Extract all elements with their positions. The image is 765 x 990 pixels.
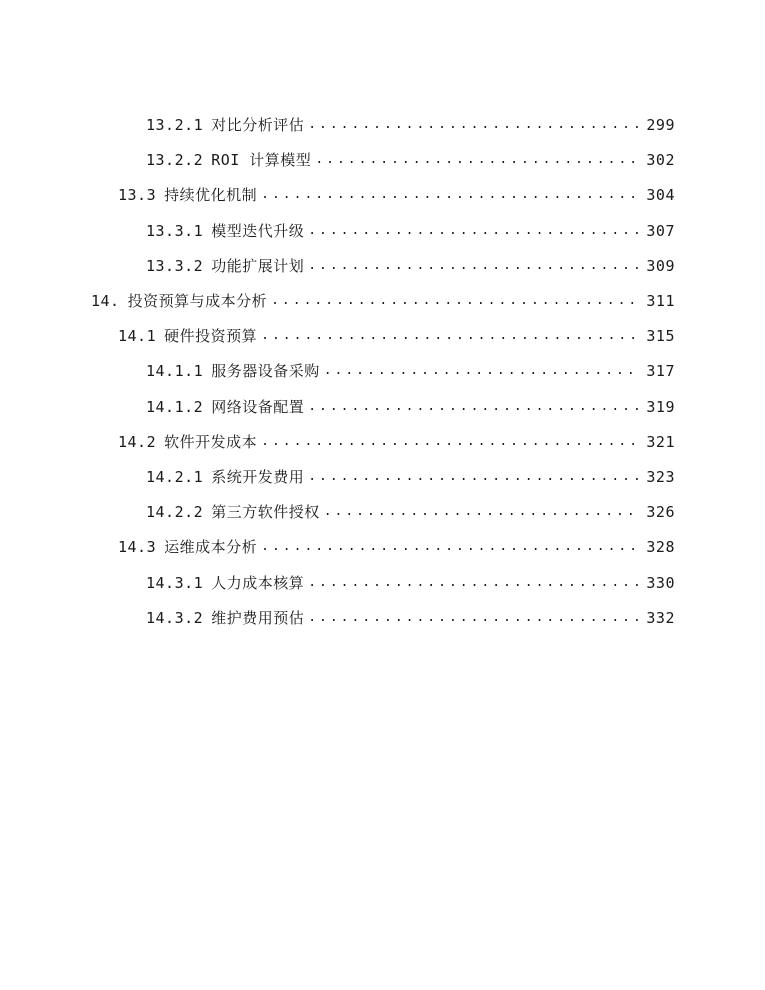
toc-section-number: 13.3 [118, 186, 157, 205]
toc-section-title: ROI 计算模型 [211, 151, 312, 170]
toc-row[interactable] [0, 529, 765, 564]
toc-entry-link[interactable] [118, 325, 765, 346]
toc-entry-link[interactable] [146, 114, 765, 135]
toc-section-number: 13.3.2 [146, 256, 204, 275]
toc-section-title: 投资预算与成本分析 [127, 292, 268, 311]
toc-row[interactable] [0, 213, 765, 248]
toc-page-number: 311 [646, 292, 675, 311]
toc-entry-link[interactable] [118, 536, 765, 557]
toc-entry-link[interactable] [146, 220, 765, 241]
toc-entry-link[interactable] [118, 431, 765, 452]
toc-section-title: 网络设备配置 [211, 397, 305, 416]
toc-page-number: 319 [646, 397, 675, 416]
toc-section-number: 14.2.1 [146, 467, 204, 486]
toc-dot-leader [261, 187, 640, 202]
toc-entry-link[interactable] [146, 360, 765, 381]
toc-row[interactable] [0, 318, 765, 353]
toc-section-title: 服务器设备采购 [211, 362, 320, 381]
toc-section-number: 14. [91, 292, 120, 311]
toc-dot-leader [308, 117, 640, 132]
toc-page-number: 330 [646, 573, 675, 592]
toc-page-number: 317 [646, 362, 675, 381]
toc-section-title: 运维成本分析 [164, 538, 258, 557]
toc-entry-link[interactable] [146, 607, 765, 628]
toc-section-title: 持续优化机制 [164, 186, 258, 205]
toc-row[interactable] [0, 389, 765, 424]
toc-section-number: 13.3.1 [146, 221, 204, 240]
toc-dot-leader [261, 539, 640, 554]
toc-page-number: 304 [646, 186, 675, 205]
toc-page-number: 315 [646, 327, 675, 346]
toc-section-title: 第三方软件授权 [211, 503, 320, 522]
toc-row[interactable] [0, 107, 765, 142]
toc-dot-leader [308, 258, 640, 273]
toc-dot-leader [261, 328, 640, 343]
toc-section-title: 系统开发费用 [211, 467, 305, 486]
toc-page-number: 321 [646, 432, 675, 451]
toc-page-number: 307 [646, 221, 675, 240]
toc-section-title: 模型迭代升级 [211, 221, 305, 240]
toc-section-title: 人力成本核算 [211, 573, 305, 592]
toc-row[interactable] [0, 600, 765, 635]
toc-row[interactable] [0, 353, 765, 388]
toc-dot-leader [308, 575, 640, 590]
toc-section-title: 软件开发成本 [164, 432, 258, 451]
toc-entry-link[interactable] [146, 396, 765, 417]
toc-section-number: 14.3 [118, 538, 157, 557]
toc-entry-link[interactable] [146, 572, 765, 593]
toc-row[interactable] [0, 459, 765, 494]
toc-section-number: 14.1 [118, 327, 157, 346]
toc-section-title: 硬件投资预算 [164, 327, 258, 346]
toc-section-title: 维护费用预估 [211, 608, 305, 627]
toc-row[interactable] [0, 564, 765, 599]
toc-row[interactable] [0, 283, 765, 318]
table-of-contents [0, 107, 765, 635]
toc-dot-leader [315, 152, 640, 167]
toc-page-number: 326 [646, 503, 675, 522]
toc-dot-leader [308, 223, 640, 238]
toc-entry-link[interactable] [146, 255, 765, 276]
toc-section-title: 功能扩展计划 [211, 256, 305, 275]
toc-dot-leader [308, 610, 640, 625]
toc-section-number: 14.1.1 [146, 362, 204, 381]
toc-entry-link[interactable] [146, 466, 765, 487]
toc-section-number: 14.3.2 [146, 608, 204, 627]
toc-page-number: 302 [646, 151, 675, 170]
toc-row[interactable] [0, 142, 765, 177]
toc-dot-leader [261, 434, 640, 449]
toc-page-number: 323 [646, 467, 675, 486]
toc-section-number: 14.2.2 [146, 503, 204, 522]
toc-dot-leader [324, 363, 641, 378]
toc-row[interactable] [0, 248, 765, 283]
toc-section-title: 对比分析评估 [211, 116, 305, 135]
toc-page-number: 332 [646, 608, 675, 627]
toc-dot-leader [271, 293, 640, 308]
toc-row[interactable] [0, 424, 765, 459]
toc-entry-link[interactable] [91, 290, 765, 311]
toc-entry-link[interactable] [118, 184, 765, 205]
toc-page-number: 328 [646, 538, 675, 557]
toc-dot-leader [308, 399, 640, 414]
toc-section-number: 14.3.1 [146, 573, 204, 592]
toc-entry-link[interactable] [146, 149, 765, 170]
toc-row[interactable] [0, 494, 765, 529]
toc-section-number: 13.2.2 [146, 151, 204, 170]
toc-page-number: 299 [646, 116, 675, 135]
toc-dot-leader [324, 504, 641, 519]
toc-page-number: 309 [646, 256, 675, 275]
toc-section-number: 13.2.1 [146, 116, 204, 135]
toc-entry-link[interactable] [146, 501, 765, 522]
toc-dot-leader [308, 469, 640, 484]
toc-section-number: 14.1.2 [146, 397, 204, 416]
toc-section-number: 14.2 [118, 432, 157, 451]
toc-row[interactable] [0, 177, 765, 212]
